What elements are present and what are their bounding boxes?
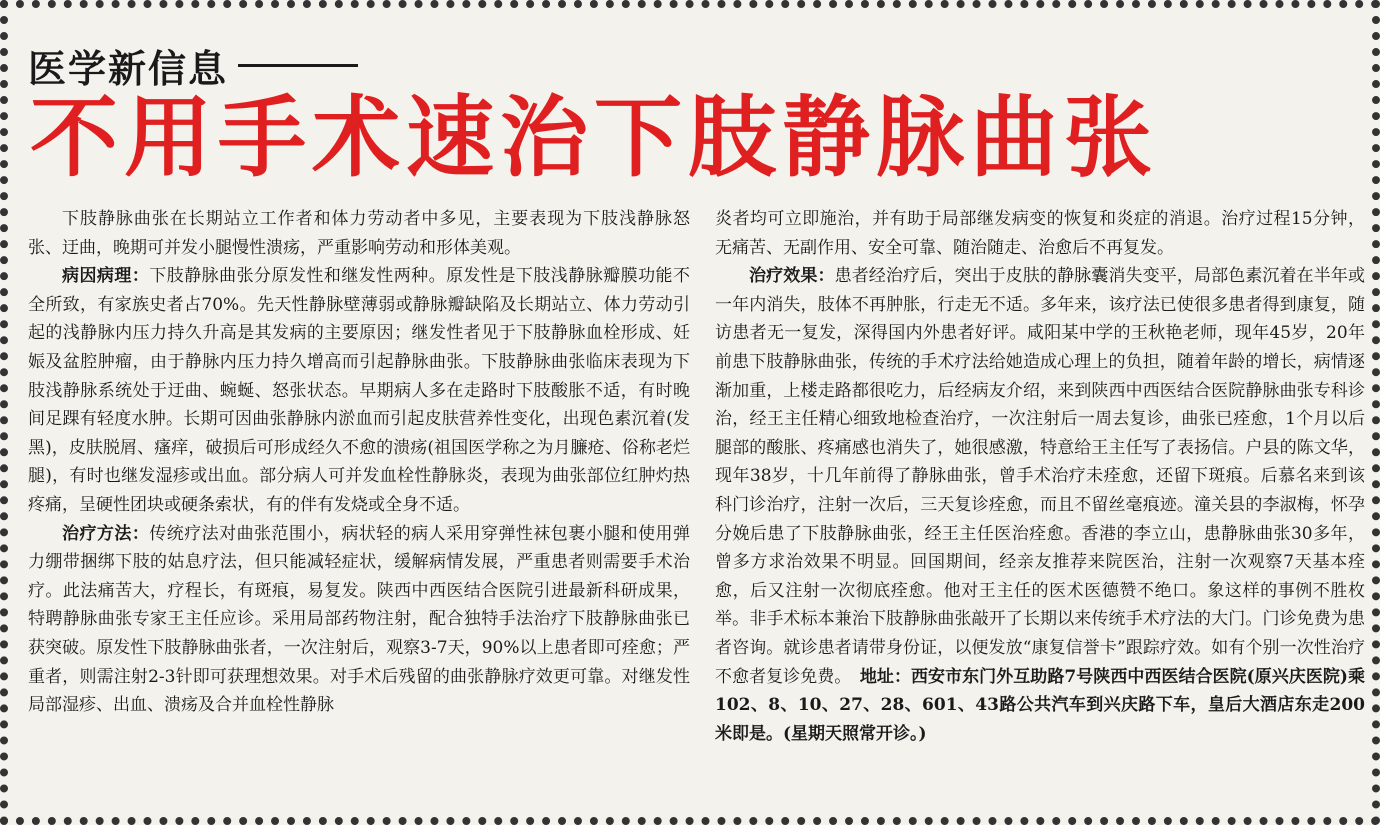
headline: 不用手术速治下肢静脉曲张	[30, 86, 1159, 189]
address-text: 西安市东门外互助路7号陕西中西医结合医院(原兴庆医院)乘102、8、10、27、28、601、43路公共汽车到兴庆路下车，皇后大酒店东走200米即是。(星期天照常开诊。)	[715, 666, 1366, 744]
article-column-right	[715, 205, 1365, 748]
etiology-text: 下肢静脉曲张分原发性和继发性两种。原发性是下肢浅静脉瓣膜功能不全所致，有家族史者占70%。先天性静脉壁薄弱或静脉瓣缺陷及长期站立、体力劳动引起的浅静脉内压力持久升高是其发病的主要原因；继发性者见于下肢静脉血栓形成、妊娠及盆腔肿瘤，由于静脉内压力持久增高而引起静脉曲张。下肢静脉曲张临床表现为下肢浅静脉系统处于迂曲、蜿蜒、怒张状态。早期病人多在走路时下肢酸胀不适，有时晚间足踝有轻度水肿。长期可因曲张静脉内淤血而引起皮肤营养性变化，出现色素沉着(发黑)，皮肤脱屑、瘙痒，破损后可形成经久不愈的溃疡(祖国医学称之为月臁疮、俗称老烂腿)，有时也继发湿疹或出血。部分病人可并发血栓性静脉炎，表现为曲张部位红肿灼热疼痛，呈硬性团块或硬条索状，有的伴有发烧或全身不适。	[28, 266, 691, 515]
treatment-text: 传统疗法对曲张范围小，病状轻的病人采用穿弹性袜包裹小腿和使用弹力绷带捆绑下肢的姑息疗法，但只能减轻症状，缓解病情发展，严重患者则需要手术治疗。此法痛苦大，疗程长，有斑痕，易复发。陕西中西医结合医院引进最新科研成果，特聘静脉曲张专家王主任应诊。采用局部药物注射，配合独特手法治疗下肢静脉曲张已获突破。原发性下肢静脉曲张者，一次注射后，观察3-7天，90%以上患者即可痊愈；严重者，则需注射2-3针即可获理想效果。对手术后残留的曲张静脉疗效更可靠。对继发性局部湿疹、出血、溃疡及合并血栓性静脉	[28, 523, 691, 716]
kicker	[28, 38, 358, 93]
effect-label: 治疗效果：	[749, 266, 835, 287]
etiology-label: 病因病理：	[62, 266, 150, 287]
treatment-paragraph	[28, 520, 690, 720]
etiology-paragraph	[28, 262, 690, 519]
intro-paragraph: 下肢静脉曲张在长期站立工作者和体力劳动者中多见，主要表现为下肢浅静脉怒张、迂曲，晚期可并发小腿慢性溃疡，严重影响劳动和形体美观。	[28, 209, 690, 258]
continuation-paragraph: 炎者均可立即施治，并有助于局部继发病变的恢复和炎症的消退。治疗过程15分钟，无痛苦、无副作用、安全可靠、随治随走、治愈后不再复发。	[715, 209, 1365, 258]
treatment-label: 治疗方法：	[62, 523, 150, 544]
effect-paragraph	[715, 262, 1365, 748]
kicker-rule	[238, 64, 358, 67]
address-label: 地址：	[859, 666, 911, 687]
effect-text: 患者经治疗后，突出于皮肤的静脉囊消失变平，局部色素沉着在半年或一年内消失，肢体不再肿胀，行走无不适。多年来，该疗法已使很多患者得到康复，随访患者无一复发，深得国内外患者好评。咸阳某中学的王秋艳老师，现年45岁，20年前患下肢静脉曲张，传统的手术疗法给她造成心理上的负担，随着年龄的增长，病情逐渐加重，上楼走路都很吃力，后经病友介绍，来到陕西中西医结合医院静脉曲张专科诊治，经王主任精心细致地检查治疗，一次注射后一周去复诊，曲张已痊愈，1个月以后腿部的酸胀、疼痛感也消失了，她很感激，特意给王主任写了表扬信。户县的陈文华，现年38岁，十几年前得了静脉曲张，曾手术治疗未痊愈，还留下斑痕。后慕名来到该科门诊治疗，注射一次后，三天复诊痊愈，而且不留丝毫痕迹。潼关县的李淑梅，怀孕分娩后患了下肢静脉曲张，经王主任医治痊愈。香港的李立山，患静脉曲张30多年，曾多方求治效果不明显。回国期间，经亲友推荐来院医治，注射一次观察7天基本痊愈，后又注射一次彻底痊愈。他对王主任的医术医德赞不绝口。象这样的事例不胜枚举。非手术标本兼治下肢静脉曲张敲开了长期以来传统手术疗法的大门。门诊免费为患者咨询。就诊患者请带身份证，以便发放“康复信誉卡”跟踪疗效。如有个别一次性治疗不愈者复诊免费。	[715, 266, 1366, 687]
article-column-left	[28, 205, 690, 720]
kicker-text: 医学新信息	[28, 47, 229, 91]
